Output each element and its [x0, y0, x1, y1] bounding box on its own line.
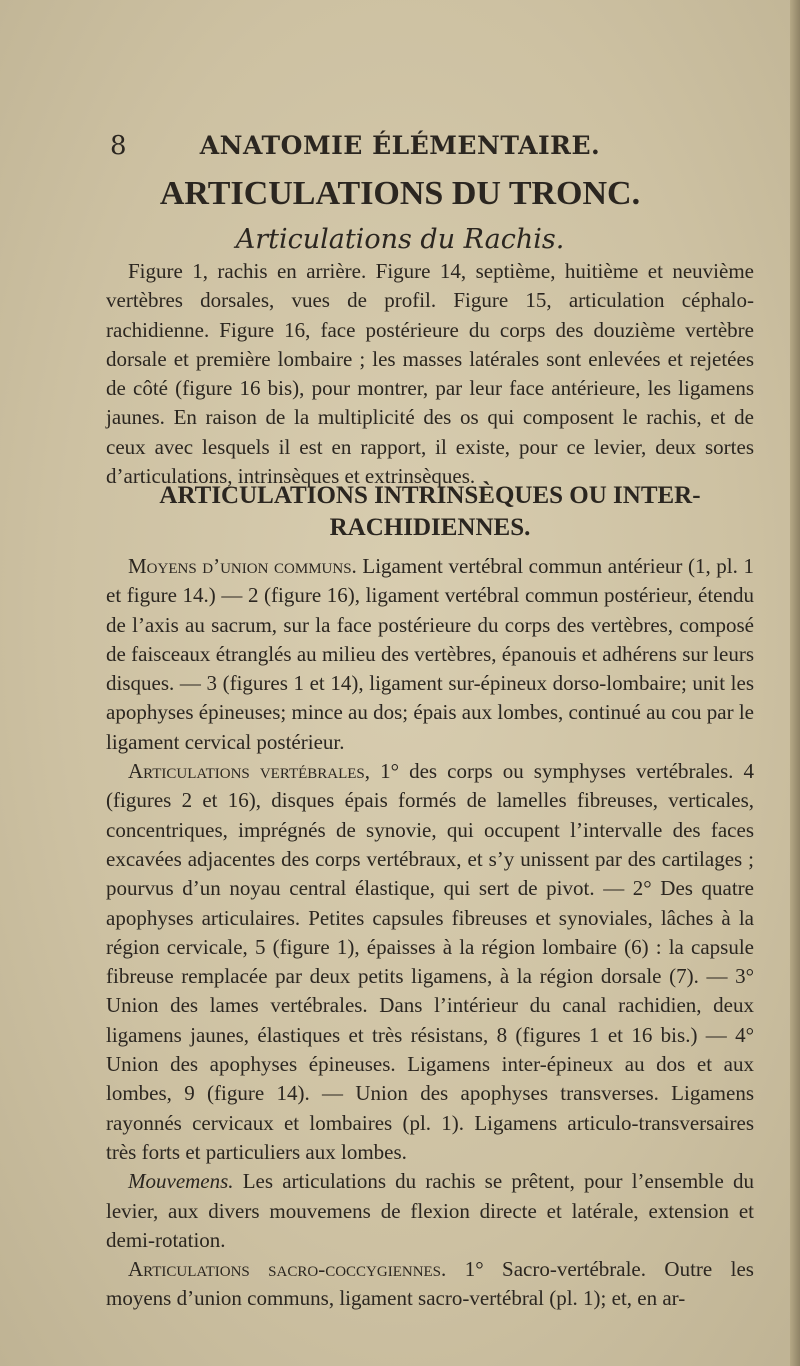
paragraph-lead: Articulations sacro-coccygiennes. [128, 1257, 447, 1282]
chapter-title: ARTICULATIONS DU TRONC. [159, 175, 641, 212]
paragraph-lead: Mouvemens. [128, 1169, 234, 1194]
chapter-subtitle: Articulations du Rachis. [235, 224, 565, 255]
section-heading-line2: RACHIDIENNES. [329, 514, 531, 541]
paragraph-lead: Articulations vertébrales, [128, 759, 371, 784]
section-heading-line1: ARTICULATIONS INTRINSÈQUES OU INTER- [159, 482, 701, 509]
paragraph-body: 1° Sacro-vertébrale. Outre les moyens d’union communs, ligament sacro-vertébral (pl. 1); et, en ar- [106, 1257, 754, 1311]
page-header [0, 128, 800, 168]
paragraph-body: Les articulations du rachis se prêtent, pour l’ensemble du levier, aux divers mouvemens de flexion directe et latérale, extension et demi-rotation. [106, 1169, 754, 1252]
paragraph-body: Ligament vertébral commun antérieur (1, pl. 1 et figure 14.) — 2 (figure 16), ligament vertébral commun postérieur, étendu de l’axis au sacrum, sur la face postérieure du corps des vertèbres, composé de faisceaux étranglés au milieu des vertèbres, épanouis et adhérens sur leurs disques. — 3 (figures 1 et 14), ligament sur-épineux dorso-lombaire; unit les apophyses épineuses; mince au dos; épais aux lombes, continué au cou par le ligament cervical postérieur. [106, 554, 754, 754]
paragraph-body: 1° des corps ou symphyses vertébrales. 4 (figures 2 et 16), disques épais formés de lamelles fibreuses, verticales, concentriques, imprégnés de synovie, qui occupent l’intervalle des faces excavées adjacentes des corps vertébraux, et s’y unissent par des cartilages ; pourvus d’un noyau central élastique, qui sert de pivot. — 2° Des quatre apophyses articulaires. Petites capsules fibreuses et synoviales, lâches à la région cervicale, 5 (figure 1), épaisses à la région lombaire (6) : la capsule fibreuse remplacée par deux petits ligamens, à la région dorsale (7). — 3° Union des lames vertébrales. Dans l’intérieur du canal rachidien, deux ligamens jaunes, élastiques et très résistans, 8 (figures 1 et 16 bis.) — 4° Union des apophyses épineuses. Ligamens inter-épineux au dos et aux lombes, 9 (figure 14). — Union des apophyses transverses. Ligamens rayonnés cervicaux et lombaires (pl. 1). Ligamens articulo-transversaires très forts et particuliers aux lombes. [106, 759, 754, 1164]
intro-text: Figure 1, rachis en arrière. Figure 14, septième, huitième et neuvième vertèbres dorsales, vues de profil. Figure 15, articulation céphalo-rachidienne. Figure 16, face postérieure du corps des douzième vertèbre dorsale et première lombaire ; les masses latérales sont enlevées et rejetées de côté (figure 16 bis), pour montrer, par leur face antérieure, les ligamens jaunes. En raison de la multiplicité des os qui composent le rachis, et de ceux avec lesquels il est en rapport, il existe, pour ce levier, deux sortes d’articulations, intrinsèques et extrinsèques. [106, 259, 754, 489]
paragraph-articulations-vertebrales [106, 757, 754, 1167]
intro-paragraph [106, 257, 754, 491]
paragraph-lead: Moyens d’union communs. [128, 554, 357, 578]
paragraph-mouvemens [106, 1167, 754, 1255]
paragraph-moyens [106, 552, 754, 757]
paragraph-sacro-coccygiennes [106, 1255, 754, 1314]
section-heading [106, 480, 754, 544]
running-head: ANATOMIE ÉLÉMENTAIRE. [199, 131, 601, 160]
main-text [106, 552, 754, 1314]
page-number: 8 [110, 131, 127, 161]
